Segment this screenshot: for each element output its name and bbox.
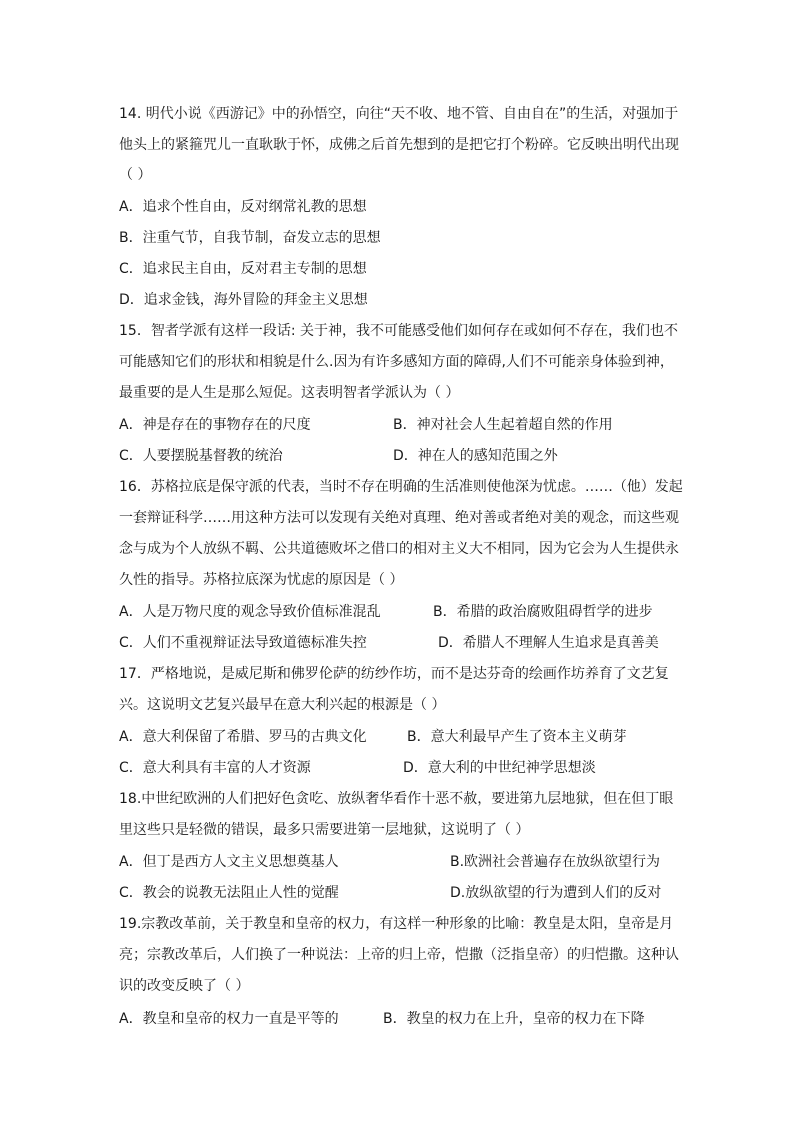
question-19-line-3: 识的改变反映了（ ） [119, 978, 250, 994]
question-14-option-d: D．追求金钱，海外冒险的拜金主义思想 [119, 292, 368, 308]
question-14-option-a: A．追求个性自由，反对纲常礼教的思想 [119, 199, 367, 215]
question-19-line-1: 19.宗教改革前，关于教皇和皇帝的权力，有这样一种形象的比喻：教皇是太阳，皇帝是月 [119, 916, 674, 932]
question-18-option-d: D.放纵欲望的行为遭到人们的反对 [450, 885, 662, 901]
question-17-option-d: D．意大利的中世纪神学思想淡 [403, 760, 596, 776]
question-16-line-4: 久性的指导。苏格拉底深为忧虑的原因是（ ） [119, 572, 404, 588]
question-19-option-b: B．教皇的权力在上升，皇帝的权力在下降 [383, 1011, 645, 1027]
question-15-option-d: D．神在人的感知范围之外 [393, 448, 558, 464]
question-16-option-b: B．希腊的政治腐败阻碍哲学的进步 [433, 604, 653, 620]
question-14-line-2: 他头上的紧箍咒儿一直耿耿于怀，成佛之后首先想到的是把它打个粉碎。它反映出明代出现 [119, 137, 679, 153]
question-18-option-c: C．教会的说教无法阻止人性的觉醒 [119, 885, 339, 901]
question-16-option-c: C．人们不重视辩证法导致道德标准失控 [119, 635, 367, 651]
question-19-line-2: 亮；宗教改革后，人们换了一种说法：上帝的归上帝，恺撒（泛指皇帝）的归恺撒。这种认 [119, 947, 679, 963]
question-17-option-a: A．意大利保留了希腊、罗马的古典文化 [119, 729, 367, 745]
question-15-option-b: B．神对社会人生起着超自然的作用 [393, 417, 613, 433]
question-17-option-c: C．意大利具有丰富的人才资源 [119, 760, 311, 776]
question-14-option-c: C．追求民主自由，反对君主专制的思想 [119, 261, 367, 277]
question-15-option-c: C．人要摆脱基督教的统治 [119, 448, 283, 464]
question-16-option-a: A．人是万物尺度的观念导致价值标准混乱 [119, 604, 381, 620]
question-17-option-b: B．意大利最早产生了资本主义萌芽 [407, 729, 627, 745]
question-19-option-a: A．教皇和皇帝的权力一直是平等的 [119, 1011, 339, 1027]
question-15-line-3: 最重要的是人生是那么短促。这表明智者学派认为（ ） [119, 385, 460, 401]
question-18-line-1: 18.中世纪欧洲的人们把好色贪吃、放纵奢华看作十恶不赦，要进第九层地狱，但在但丁眼 [119, 791, 674, 807]
question-14-line-1: 14. 明代小说《西游记》中的孙悟空，向往“天不收、地不管、自由自在”的生活，对强加于 [119, 106, 679, 122]
question-17-line-2: 兴。这说明文艺复兴最早在意大利兴起的根源是（ ） [119, 697, 446, 713]
question-16-line-2: 一套辩证科学……用这种方法可以发现有关绝对真理、绝对善或者绝对美的观念，而这些观 [119, 510, 679, 526]
question-16-line-3: 念与成为个人放纵不羁、公共道德败坏之借口的相对主义大不相同，因为它会为人生提供永 [119, 541, 679, 557]
question-17-line-1: 17．严格地说，是威尼斯和佛罗伦萨的纺纱作坊，而不是达芬奇的绘画作坊养育了文艺复 [119, 666, 669, 682]
question-15-line-1: 15．智者学派有这样一段话: 关于神，我不可能感受他们如何存在或如何不存在，我们也不 [119, 323, 678, 339]
question-14-option-b: B．注重气节，自我节制，奋发立志的思想 [119, 230, 381, 246]
question-16-option-d: D．希腊人不理解人生追求是真善美 [438, 635, 659, 651]
question-18-option-a: A．但丁是西方人文主义思想奠基人 [119, 854, 339, 870]
question-14-line-3: （ ） [119, 167, 152, 183]
question-18-option-b: B.欧洲社会普遍存在放纵欲望行为 [450, 854, 661, 870]
question-18-line-2: 里这些只是轻微的错误，最多只需要进第一层地狱，这说明了（ ） [119, 822, 530, 838]
question-16-line-1: 16．苏格拉底是保守派的代表，当时不存在明确的生活准则使他深为忧虑。……（他）发起 [119, 479, 683, 495]
question-15-option-a: A．神是存在的事物存在的尺度 [119, 417, 311, 433]
question-15-line-2: 可能感知它们的形状和相貌是什么.因为有许多感知方面的障碍,人们不可能亲身体验到神， [119, 354, 674, 370]
